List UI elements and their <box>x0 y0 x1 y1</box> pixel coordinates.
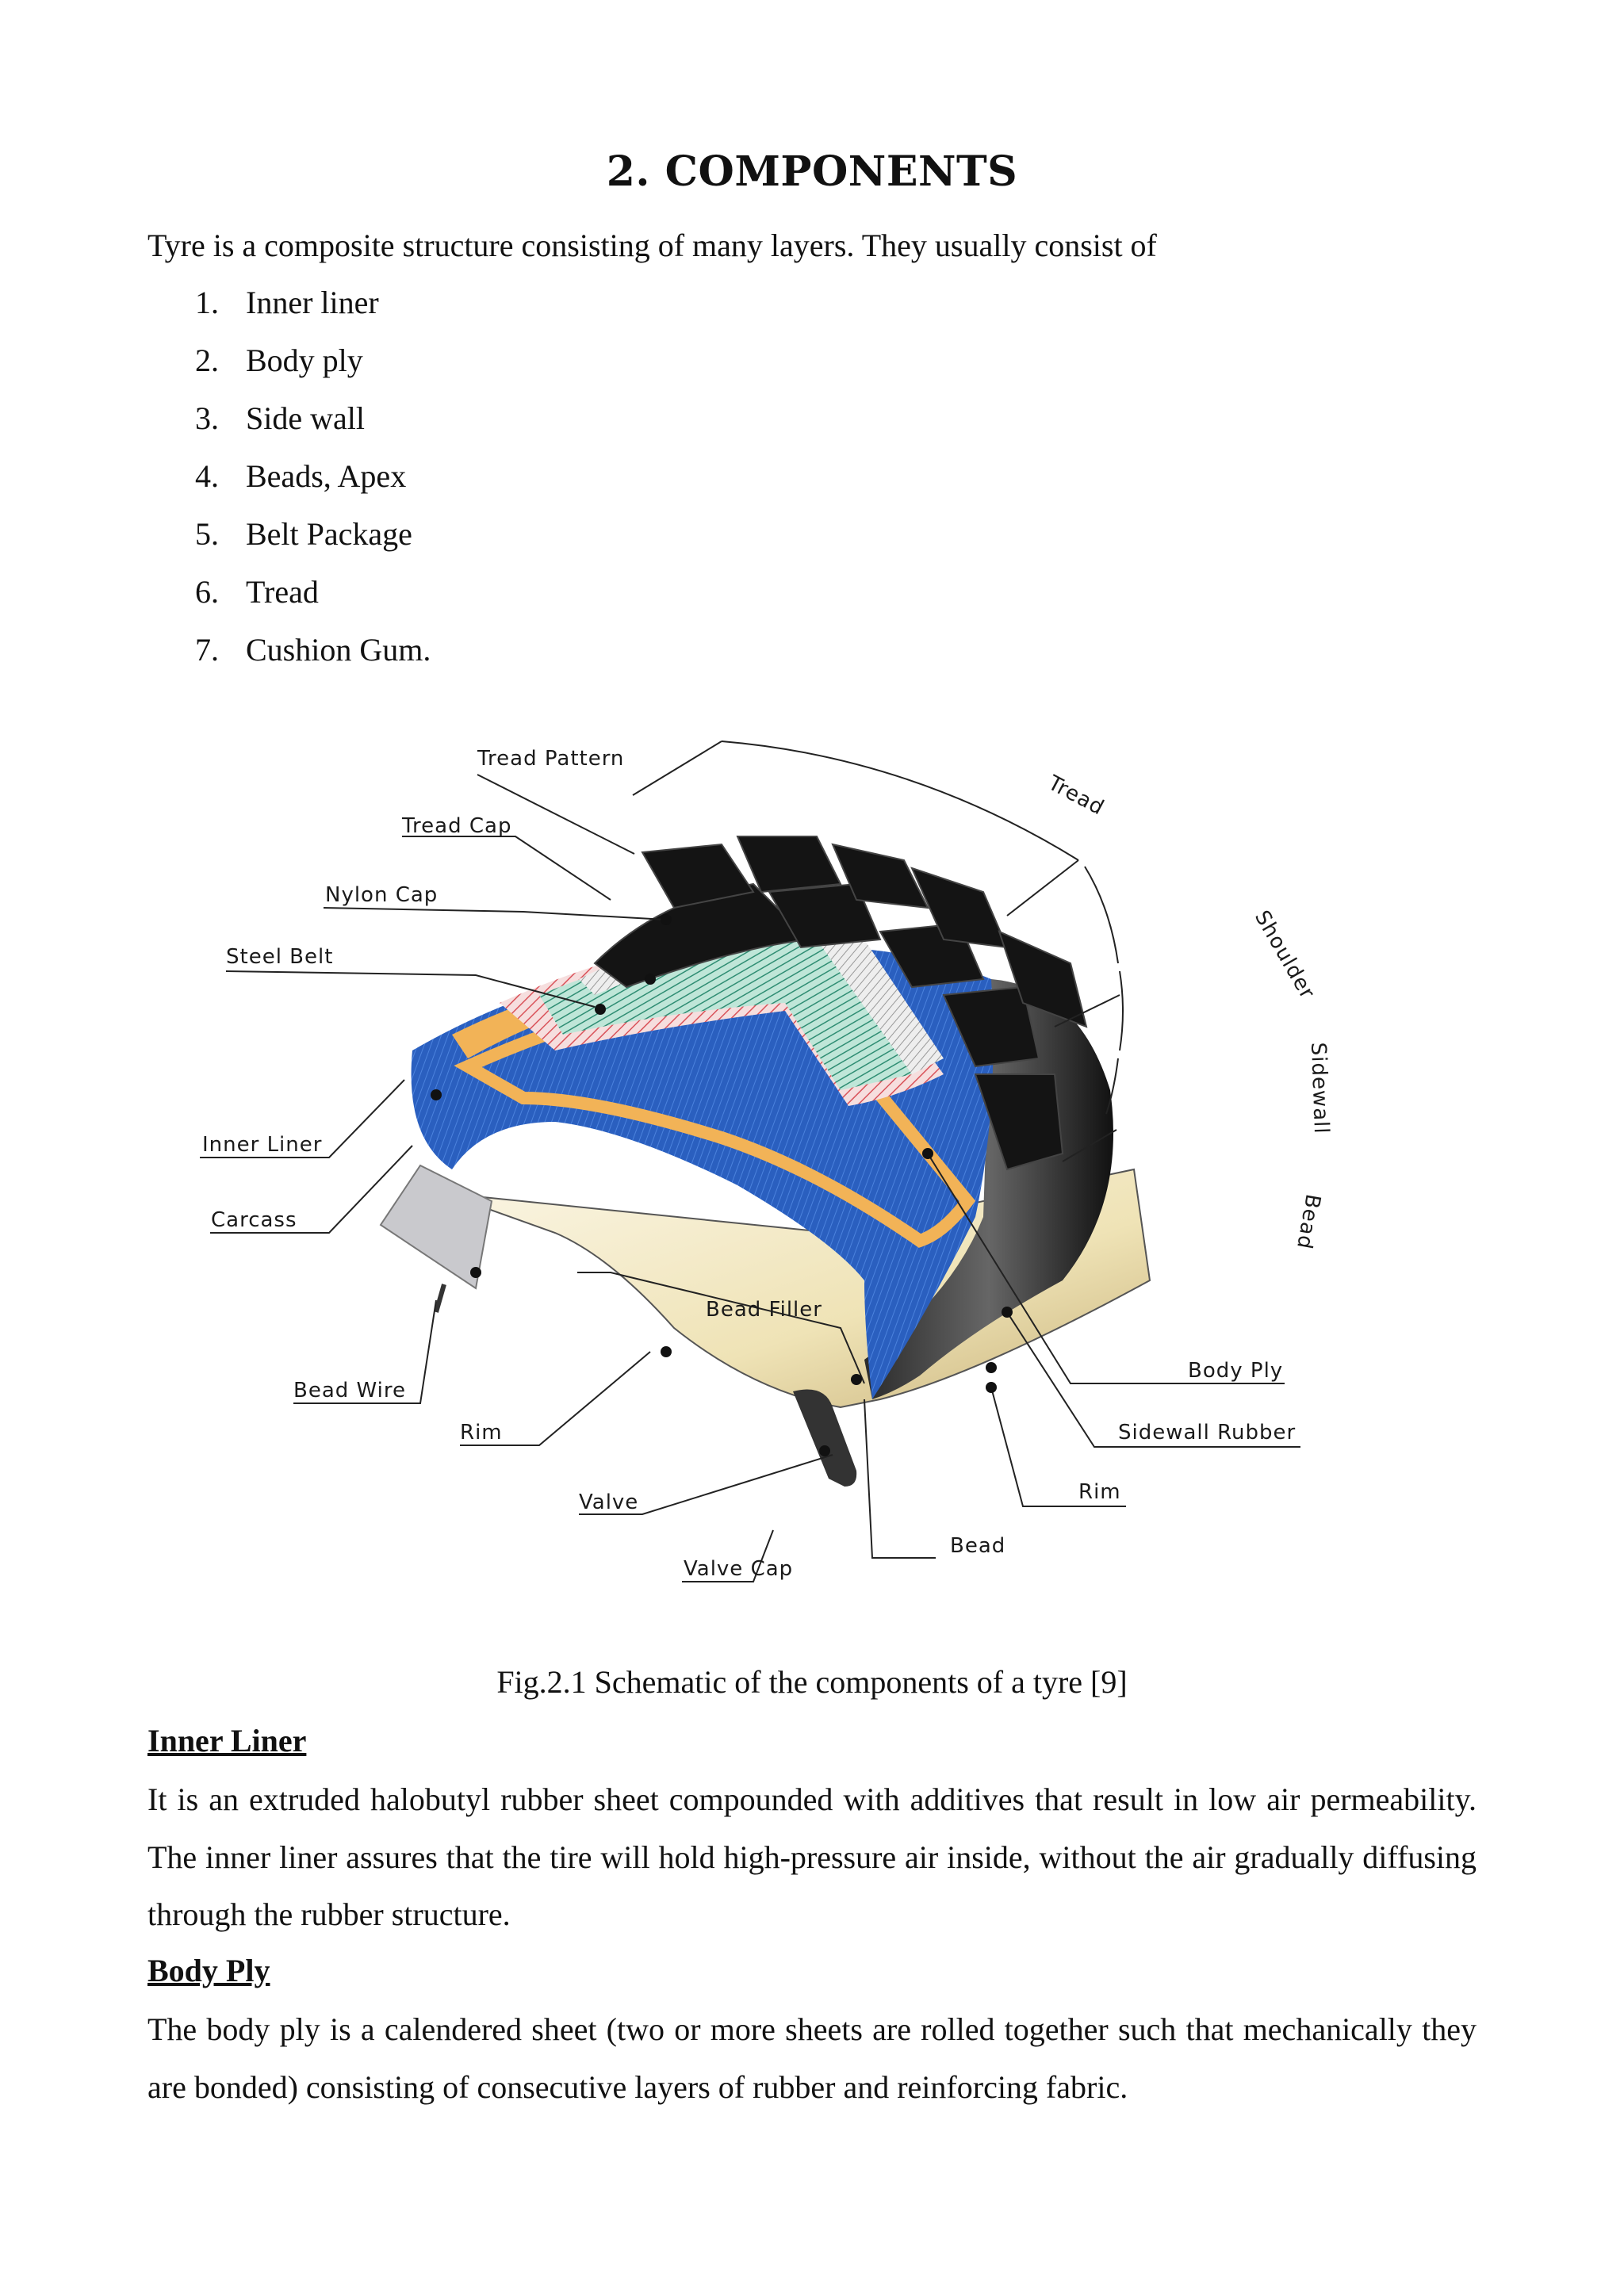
label-bead-filler: Bead Filler <box>706 1298 822 1322</box>
intro-paragraph: Tyre is a composite structure consisting of many layers. They usually consist of <box>147 228 1157 263</box>
heading-body-ply: Body Ply <box>147 1953 270 1988</box>
tyre-schematic-figure <box>182 725 1364 1613</box>
list-item <box>195 570 431 628</box>
list-number: 7. <box>195 632 219 668</box>
zone-label-shoulder: Shoulder <box>1249 906 1320 1004</box>
list-text: Belt Package <box>246 516 412 552</box>
label-sidewall-rubber: Sidewall Rubber <box>1118 1421 1297 1445</box>
zone-arc <box>1120 971 1123 1050</box>
paragraph-inner-liner: It is an extruded halobutyl rubber sheet compounded with additives that result in low air permeability. The inner liner assures that the tire will hold high-pressure air inside, without the air gradually diffusing through the rubber structure. <box>147 1781 1477 1932</box>
list-number: 2. <box>195 342 219 378</box>
leader-line <box>864 1399 936 1558</box>
callout-dot <box>661 1346 672 1357</box>
zone-label-sidewall: Sidewall <box>1306 1042 1334 1135</box>
callout-dot <box>922 1148 933 1159</box>
label-tread-pattern: Tread Pattern <box>477 747 625 771</box>
leader-line <box>324 908 666 920</box>
label-rim-right: Rim <box>1078 1480 1121 1504</box>
list-number: 1. <box>195 285 219 320</box>
callout-dot <box>1002 1307 1013 1318</box>
callout-dot <box>986 1382 997 1393</box>
list-item <box>195 339 431 396</box>
callout-dot <box>986 1362 997 1373</box>
list-number: 3. <box>195 400 219 436</box>
label-tread-cap: Tread Cap <box>402 814 512 838</box>
callout-dot <box>661 914 672 925</box>
section-title: 2. COMPONENTS <box>606 147 1018 196</box>
list-text: Tread <box>246 574 319 610</box>
label-inner-liner: Inner Liner <box>202 1133 323 1157</box>
list-item <box>195 281 431 339</box>
list-text: Body ply <box>246 342 363 378</box>
label-valve: Valve <box>579 1490 639 1514</box>
list-text: Beads, Apex <box>246 458 407 494</box>
label-bead-wire: Bead Wire <box>293 1379 407 1402</box>
zone-tick <box>633 741 722 795</box>
label-steel-belt: Steel Belt <box>226 945 334 969</box>
callout-dot <box>819 1445 830 1456</box>
list-item <box>195 396 431 454</box>
list-item <box>195 628 431 686</box>
list-number: 5. <box>195 516 219 552</box>
bead-wire-pin <box>436 1284 444 1312</box>
label-rim-left: Rim <box>460 1421 503 1445</box>
label-bead: Bead <box>950 1534 1006 1558</box>
list-number: 4. <box>195 458 219 494</box>
list-item <box>195 512 431 570</box>
list-item <box>195 454 431 512</box>
figure-caption: Fig.2.1 Schematic of the components of a tyre [9] <box>496 1664 1128 1700</box>
zone-label-tread: Tread <box>1044 771 1109 821</box>
label-nylon-cap: Nylon Cap <box>325 883 439 907</box>
zone-arc <box>1085 867 1118 963</box>
list-number: 6. <box>195 574 219 610</box>
heading-inner-liner: Inner Liner <box>147 1723 307 1758</box>
paragraph-body-ply: The body ply is a calendered sheet (two or more sheets are rolled together such that mechanically they are bonded) consisting of consecutive layers of rubber and reinforcing fabric. <box>147 2011 1477 2105</box>
callout-dot <box>470 1267 481 1278</box>
label-carcass: Carcass <box>211 1208 297 1232</box>
callout-dot <box>431 1089 442 1100</box>
list-text: Cushion Gum. <box>246 632 431 668</box>
callout-dot <box>851 1374 862 1385</box>
label-body-ply: Body Ply <box>1188 1359 1284 1383</box>
list-text: Side wall <box>246 400 365 436</box>
label-valve-cap: Valve Cap <box>684 1557 794 1581</box>
callout-dot <box>645 974 656 985</box>
zone-label-bead: Bead <box>1291 1192 1325 1252</box>
components-list <box>195 281 431 686</box>
list-text: Inner liner <box>246 285 379 320</box>
zone-tick <box>1007 860 1078 916</box>
callout-dot <box>595 1004 606 1015</box>
